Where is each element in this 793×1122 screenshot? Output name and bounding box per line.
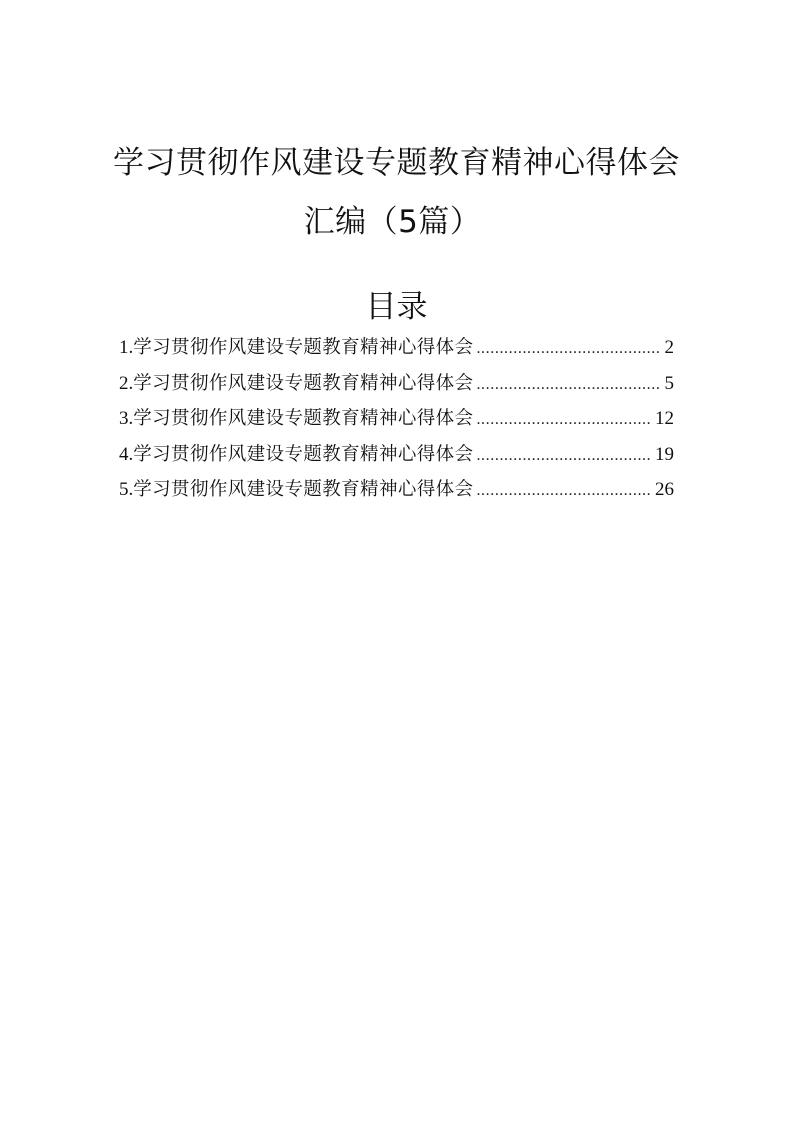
toc-entry-4[interactable] [119, 441, 674, 477]
document-title-line-2: 汇编（5篇） [303, 204, 482, 240]
toc-heading: 目录 [365, 289, 428, 325]
document-title-line-1: 学习贯彻作风建设专题教育精神心得体会 [113, 145, 680, 181]
table-of-contents [119, 334, 674, 512]
toc-dot-leader [476, 406, 651, 434]
toc-entry-title: 学习贯彻作风建设专题教育精神心得体会 [133, 479, 474, 500]
toc-dot-leader [476, 371, 660, 399]
toc-dot-leader [476, 477, 651, 505]
toc-dot-leader [476, 335, 660, 363]
toc-entry-page: 2 [664, 337, 674, 358]
toc-entry-2[interactable] [119, 370, 674, 406]
toc-entry-title: 学习贯彻作风建设专题教育精神心得体会 [133, 337, 474, 358]
toc-entry-5[interactable] [119, 476, 674, 512]
toc-entry-number: 3. [119, 408, 134, 429]
toc-entry-number: 2. [119, 372, 134, 394]
toc-dot-leader [476, 442, 651, 470]
toc-entry-title: 学习贯彻作风建设专题教育精神心得体会 [133, 443, 474, 465]
toc-entry-number: 5. [119, 479, 134, 500]
toc-entry-page: 12 [655, 408, 674, 429]
toc-entry-page: 5 [664, 372, 674, 394]
toc-entry-1[interactable] [119, 334, 674, 370]
toc-entry-3[interactable] [119, 405, 674, 441]
toc-entry-title: 学习贯彻作风建设专题教育精神心得体会 [133, 372, 474, 394]
toc-entry-title: 学习贯彻作风建设专题教育精神心得体会 [133, 408, 474, 429]
toc-entry-number: 4. [119, 443, 134, 465]
toc-entry-page: 26 [655, 479, 674, 500]
toc-entry-page: 19 [655, 443, 674, 465]
toc-entry-number: 1. [119, 337, 134, 358]
